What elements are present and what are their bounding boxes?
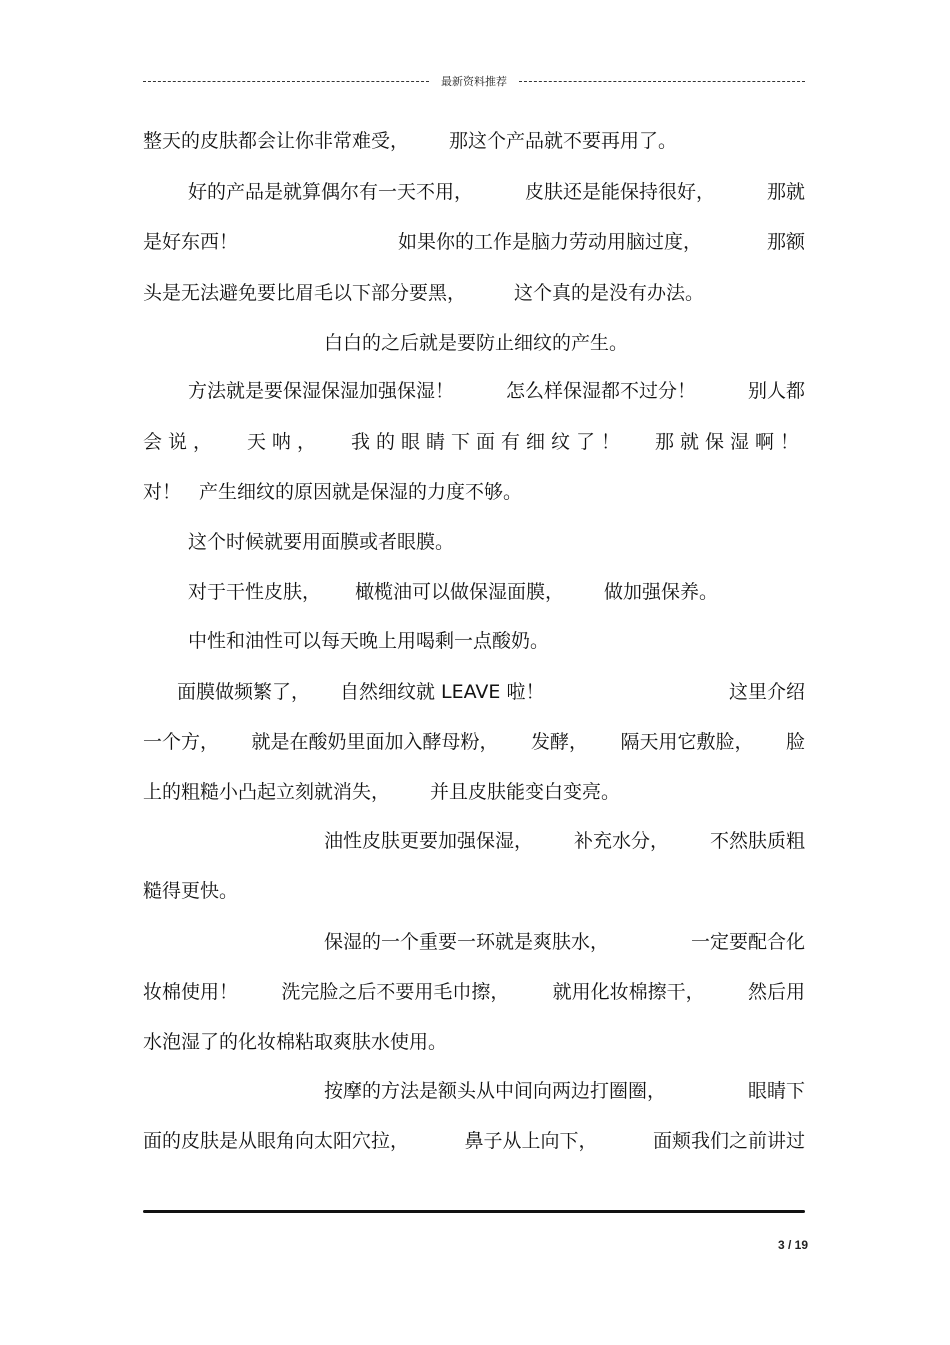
text-segment: 水泡湿了的化妆棉粘取爽肤水使用。 <box>143 1031 448 1053</box>
text-line <box>324 1078 805 1104</box>
text-segment: 这个时候就要用面膜或者眼膜。 <box>188 531 455 553</box>
footer-rule <box>143 1210 805 1213</box>
text-line <box>188 378 805 404</box>
text-line <box>143 479 805 505</box>
text-segment: 那额 <box>766 231 805 253</box>
text-segment: 产生细纹的原因就是保湿的力度不够。 <box>199 481 523 503</box>
text-segment: 妆棉使用！ <box>143 981 239 1003</box>
text-segment: 中性和油性可以每天晚上用喝剩一点酸奶。 <box>188 630 550 652</box>
text-segment: 橄榄油可以做保湿面膜， <box>355 581 565 603</box>
text-segment: 保湿的一个重要一环就是爽肤水， <box>324 931 610 953</box>
text-line <box>324 330 805 356</box>
header-dash-right <box>519 81 805 82</box>
text-line <box>143 229 805 255</box>
text-segment: 如果你的工作是脑力劳动用脑过度， <box>398 231 703 253</box>
text-segment: 一定要配合化 <box>690 931 805 953</box>
text-segment: 脸 <box>785 731 805 753</box>
text-segment: 这个真的是没有办法。 <box>514 282 705 304</box>
text-segment: 别人都 <box>747 380 805 402</box>
text-segment: 发酵， <box>530 731 588 753</box>
text-segment: 并且皮肤能变白变亮。 <box>430 781 621 803</box>
text-segment: 我的眼睛下面有细纹了！ <box>350 431 626 453</box>
text-segment: 不然肤质粗 <box>709 830 805 852</box>
text-segment: 对于干性皮肤， <box>188 581 322 603</box>
text-segment: 一个方， <box>143 731 220 753</box>
text-segment: 面颊我们之前讲过 <box>652 1130 805 1152</box>
text-line <box>143 878 805 904</box>
text-segment: 眼睛下 <box>747 1080 805 1102</box>
text-segment: 头是无法避免要比眉毛以下部分要黑， <box>143 282 467 304</box>
text-line <box>143 1128 805 1154</box>
header-dash-left <box>143 81 429 82</box>
text-segment: 隔天用它敷脸， <box>620 731 754 753</box>
text-segment: 自然细纹就 LEAVE 啦！ <box>340 681 545 703</box>
text-segment: 好的产品是就算偶尔有一天不用， <box>188 181 474 203</box>
text-segment: 怎么样保湿都不过分！ <box>505 380 696 402</box>
text-segment: 然后用 <box>747 981 805 1003</box>
text-line <box>143 779 805 805</box>
text-segment: 就用化妆棉擦干， <box>552 981 705 1003</box>
text-segment: 是好东西！ <box>143 231 239 253</box>
text-line <box>188 529 805 555</box>
text-line <box>143 729 805 755</box>
text-line <box>143 1029 805 1055</box>
text-segment: 方法就是要保湿保湿加强保湿！ <box>188 380 455 402</box>
text-line <box>188 579 805 605</box>
text-line <box>143 128 805 154</box>
page-header <box>143 70 805 92</box>
text-line <box>143 429 805 455</box>
text-segment: 鼻子从上向下， <box>464 1130 598 1152</box>
text-segment: 补充水分， <box>573 830 669 852</box>
text-line <box>177 679 805 705</box>
text-segment: 那就 <box>766 181 805 203</box>
text-line <box>188 179 805 205</box>
text-segment: 那就保湿啊！ <box>654 431 805 453</box>
text-segment: 面膜做频繁了， <box>177 681 311 703</box>
text-segment: 按摩的方法是额头从中间向两边打圈圈， <box>324 1080 667 1102</box>
text-segment: 面的皮肤是从眼角向太阳穴拉， <box>143 1130 410 1152</box>
text-segment: 会说， <box>143 431 219 453</box>
text-segment: 洗完脸之后不要用毛巾擦， <box>281 981 510 1003</box>
text-segment: 那这个产品就不要再用了。 <box>449 130 678 152</box>
text-line <box>324 929 805 955</box>
text-segment: 皮肤还是能保持很好， <box>524 181 715 203</box>
header-title: 最新资料推荐 <box>441 75 507 88</box>
text-segment: 整天的皮肤都会让你非常难受， <box>143 130 410 152</box>
text-line <box>188 628 805 654</box>
page-number: 3 / 19 <box>777 1238 808 1252</box>
text-segment: 糙得更快。 <box>143 880 239 902</box>
text-segment: 油性皮肤更要加强保湿， <box>324 830 534 852</box>
text-line <box>143 979 805 1005</box>
text-segment: 这里介绍 <box>728 681 805 703</box>
text-segment: 做加强保养。 <box>604 581 719 603</box>
text-segment: 对！ <box>143 481 182 503</box>
text-segment: 上的粗糙小凸起立刻就消失， <box>143 781 391 803</box>
text-segment: 白白的之后就是要防止细纹的产生。 <box>324 332 629 354</box>
text-segment: 天呐， <box>246 431 322 453</box>
text-line <box>324 828 805 854</box>
text-segment: 就是在酸奶里面加入酵母粉， <box>251 731 499 753</box>
text-line <box>143 280 805 306</box>
